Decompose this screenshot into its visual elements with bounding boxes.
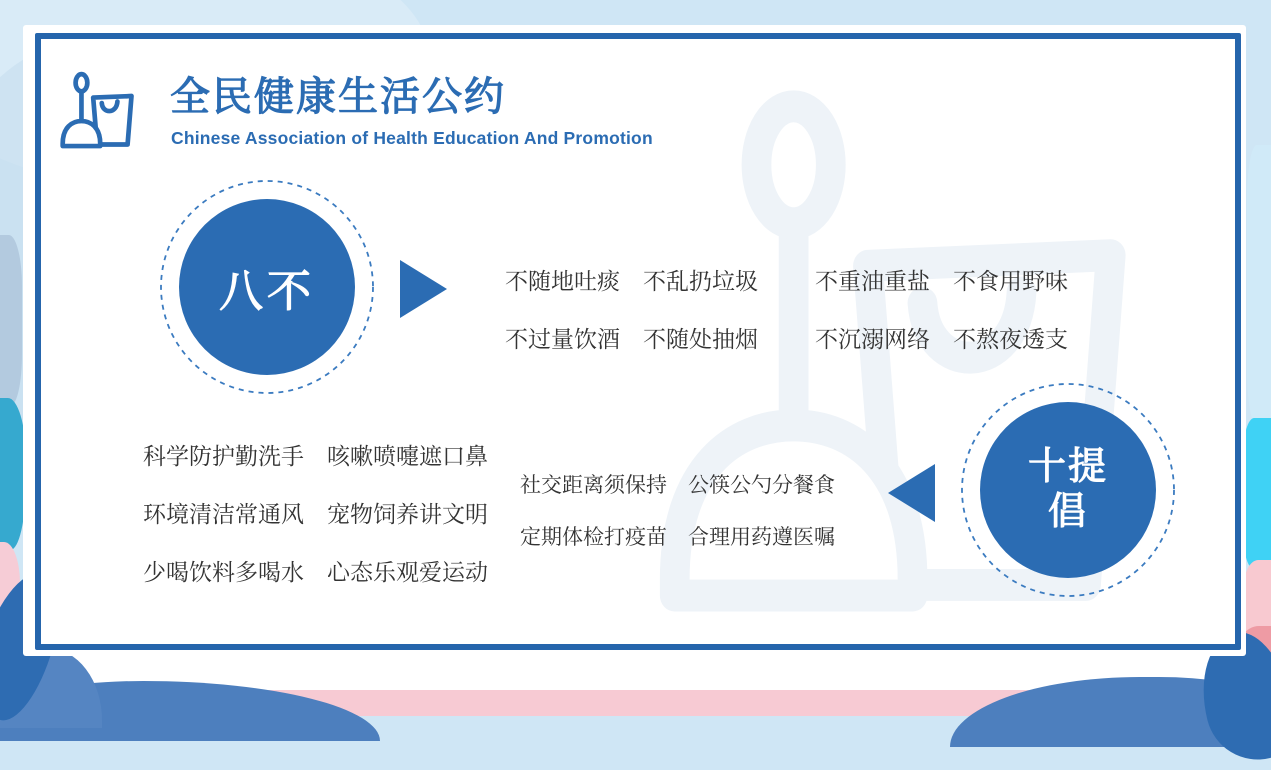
left-edge-gray-petal xyxy=(0,235,22,405)
ten-advocates-label-line2: 倡 xyxy=(1047,491,1088,533)
list-item: 不随地吐痰 不乱扔垃圾 xyxy=(505,268,758,294)
card-frame xyxy=(23,25,1246,656)
page-title: 全民健康生活公约 xyxy=(170,75,506,119)
list-item: 不沉溺网络 不熬夜透支 xyxy=(815,326,1068,352)
arrow-right-icon xyxy=(400,260,447,318)
list-item: 科学防护勤洗手 咳嗽喷嚏遮口鼻 xyxy=(143,443,488,469)
list-item: 少喝饮料多喝水 心态乐观爱运动 xyxy=(143,559,488,585)
list-item: 不过量饮酒 不随处抽烟 xyxy=(505,326,758,352)
eight-nos-circle xyxy=(179,199,355,375)
arrow-left-icon xyxy=(888,464,935,522)
right-edge-lightblue-petal xyxy=(1247,145,1271,425)
right-edge-cyan-petal xyxy=(1243,418,1271,568)
ten-advocates-label-line1: 十提 xyxy=(1027,446,1108,489)
page-subtitle: Chinese Association of Health Education And Promotion xyxy=(171,128,653,148)
list-item: 社交距离须保持 公筷公勺分餐食 xyxy=(520,474,835,497)
eight-nos-badge xyxy=(159,179,375,395)
dustpan-and-bag-icon xyxy=(58,62,144,166)
list-item: 定期体检打疫苗 合理用药遵医嘱 xyxy=(520,526,835,549)
list-item: 环境清洁常通风 宠物饲养讲文明 xyxy=(143,501,488,527)
list-item: 不重油重盐 不食用野味 xyxy=(815,268,1068,294)
ten-advocates-badge xyxy=(960,382,1176,598)
ten-advocates-circle xyxy=(980,402,1156,578)
slide-card xyxy=(35,33,1241,650)
eight-nos-label: 八不 xyxy=(219,267,315,316)
